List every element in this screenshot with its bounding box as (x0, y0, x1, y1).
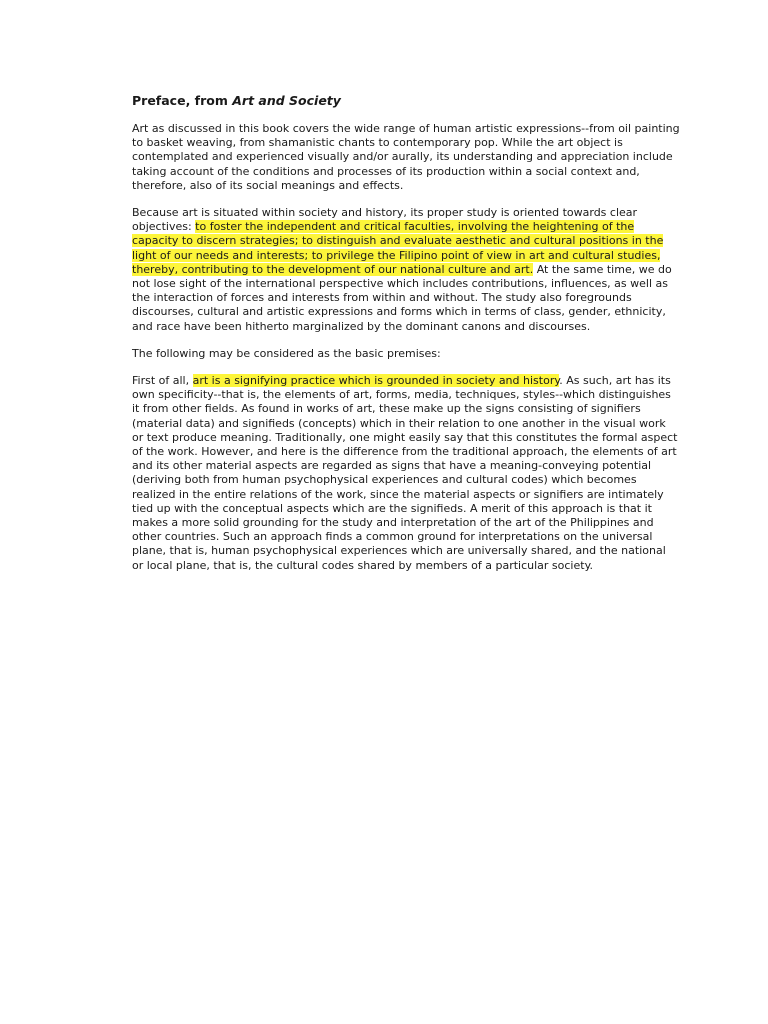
paragraph-2-rest: At the same time, we do not lose sight of the international perspective which includes contributions, influences, as well as the interaction of forces and interests from within and without. The study also foregrounds discourses, cultural and artistic expressions and forms which in terms of class, gender, ethnicity, and race have been hitherto marginalized by the dominant canons and discourses. (132, 262, 672, 333)
paragraph-1: Art as discussed in this book covers the wide range of human artistic expressions--from oil painting to basket weaving, from shamanistic chants to contemporary pop. While the art object is contemplated and experienced visually and/or aurally, its understanding and appreciation include taking account of the conditions and processes of its production within a social context and, therefore, also of its social meanings and effects. (132, 122, 680, 192)
book-title: Art and Society (232, 93, 341, 108)
document-title (132, 92, 680, 110)
highlighted-objectives: to foster the independent and critical faculties, involving the heightening of the capacity to discern strategies; to distinguish and evaluate aesthetic and cultural positions in the light of our needs and interests; to privilege the Filipino point of view in art and cultural studies, thereby, contributing to the development of our national culture and art. (132, 220, 664, 276)
title-prefix: Preface, from (132, 93, 233, 108)
paragraph-4 (132, 374, 680, 573)
paragraph-3: The following may be considered as the basic premises: (132, 346, 441, 360)
document-page (132, 92, 680, 586)
highlighted-premise: art is a signifying practice which is grounded in society and history (192, 374, 560, 388)
paragraph-2 (132, 206, 680, 334)
paragraph-2-intro: Because art is situated within society and history, its proper study is oriented towards clear objectives: (132, 206, 638, 234)
paragraph-4-rest: . As such, art has its own specificity--that is, the elements of art, forms, media, techniques, styles--which distinguishes it from other fields. As found in works of art, these make up the signs consisting of signifiers (material data) and signifieds (concepts) which in their relation to one another in the visual work or text produce meaning. Traditionally, one might easily say that this constitutes the formal aspect of the work. However, and here is the difference from the traditional approach, the elements of art and its other material aspects are regarded as signs that have a meaning-conveying potential (deriving both from human psychophysical experiences and cultural codes) which becomes realized in the entire relations of the work, since the material aspects or signifiers are intimately tied up with the conceptual aspects which are the signifieds. A merit of this approach is that it makes a more solid grounding for the study and interpretation of the art of the Philippines and other countries. Such an approach finds a common ground for interpretations on the universal plane, that is, human psychophysical experiences which are universally shared, and the national or local plane, that is, the cultural codes shared by members of a particular society. (132, 374, 678, 572)
paragraph-4-intro: First of all, (132, 374, 193, 388)
